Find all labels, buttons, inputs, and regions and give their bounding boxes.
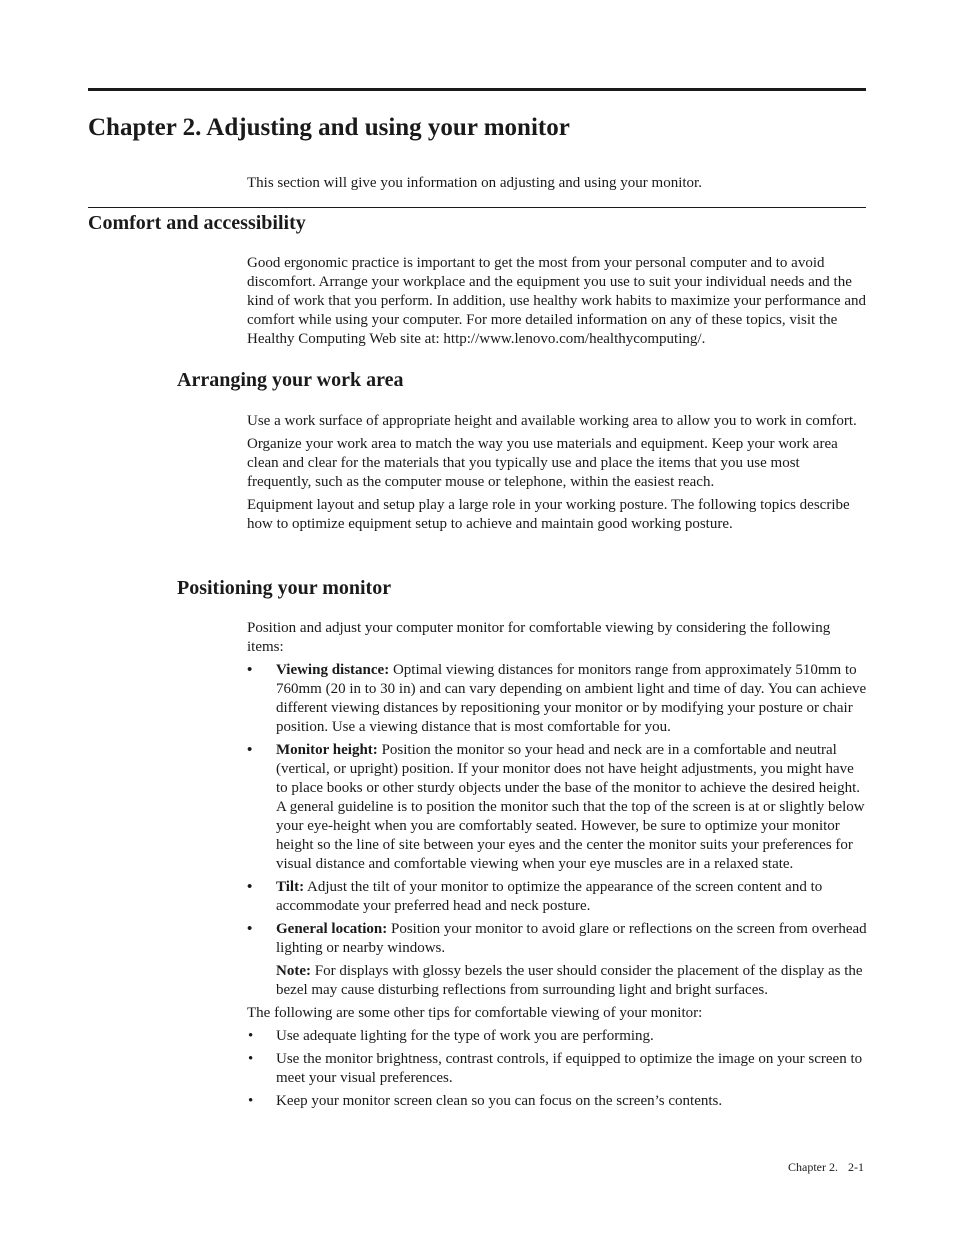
- chapter-title: Chapter 2. Adjusting and using your monitor: [88, 114, 570, 141]
- section-positioning: [247, 619, 867, 1115]
- section-comfort: [247, 254, 867, 353]
- item-text: Position your monitor to avoid glare or reflections on the screen from overhead lighting or nearby windows.: [276, 921, 867, 956]
- list-item-general-location: [247, 920, 867, 958]
- footer-chapter: Chapter 2.: [788, 1160, 838, 1174]
- tip-item: • Keep your monitor screen clean so you can focus on the screen’s contents.: [247, 1092, 867, 1111]
- item-term: Viewing distance:: [276, 662, 390, 678]
- tips-list: [247, 1027, 867, 1111]
- list-item-viewing-distance: [247, 661, 867, 737]
- item-text: Position the monitor so your head and neck are in a comfortable and neutral (vertical, or upright) position. If your monitor does not have height adjustments, you might have to place books or other sturdy objects under the base of the monitor to achieve the desired height. A general guideline is to position the monitor such that the top of the screen is at or slightly below your eye-height when you are comfortably seated. However, be sure to optimize your monitor height so the line of site between your eyes and the center the monitor suits your preferences for visual distance and comfortable viewing when your eye muscles are in a relaxed state.: [276, 742, 865, 872]
- item-text: Optimal viewing distances for monitors range from approximately 510mm to 760mm (20 in to 30 in) and can vary depending on ambient light and time of day. You can achieve different viewing distances by repositioning your monitor or by modifying your posture or chair position. Use a viewing distance that is most comfortable for you.: [276, 662, 867, 735]
- heading-comfort: Comfort and accessibility: [88, 212, 306, 234]
- tip-item: • Use adequate lighting for the type of work you are performing.: [247, 1027, 867, 1046]
- section-rule: [88, 207, 866, 208]
- positioning-list: [247, 661, 867, 958]
- section-work-area: [247, 412, 867, 538]
- page-footer: [788, 1159, 864, 1175]
- top-rule: [88, 88, 866, 91]
- item-term: Monitor height:: [276, 742, 378, 758]
- work-area-paragraph: Equipment layout and setup play a large role in your working posture. The following topics describe how to optimize equipment setup to achieve and maintain good working posture.: [247, 497, 850, 532]
- item-term: General location:: [276, 921, 388, 937]
- item-term: Tilt:: [276, 879, 305, 895]
- note-text: For displays with glossy bezels the user should consider the placement of the display as the bezel may cause disturbing reflections from surrounding light and bright surfaces.: [276, 963, 863, 998]
- work-area-paragraph: Use a work surface of appropriate height and available working area to allow you to work in comfort.: [247, 413, 857, 429]
- intro-text: This section will give you information on adjusting and using your monitor.: [247, 175, 702, 191]
- heading-work-area: Arranging your work area: [177, 369, 404, 391]
- tips-intro: The following are some other tips for comfortable viewing of your monitor:: [247, 1005, 703, 1021]
- heading-positioning: Positioning your monitor: [177, 577, 392, 599]
- list-item-monitor-height: [247, 741, 867, 874]
- item-text: Adjust the tilt of your monitor to optimize the appearance of the screen content and to accommodate your preferred head and neck posture.: [276, 879, 823, 914]
- positioning-intro: Position and adjust your computer monitor for comfortable viewing by considering the following items:: [247, 620, 831, 655]
- note-label: Note:: [276, 963, 311, 979]
- list-item-tilt: [247, 878, 867, 916]
- chapter-intro: [247, 174, 867, 197]
- comfort-body: Good ergonomic practice is important to get the most from your personal computer and to avoid discomfort. Arrange your workplace and the equipment you use to suit your individual needs and the kind of work that you perform. In addition, use healthy work habits to maximize your performance and comfort while using your computer. For more detailed information on any of these topics, visit the Healthy Computing Web site at: http://www.lenovo.com/healthycomputing/.: [247, 255, 866, 347]
- tip-item: • Use the monitor brightness, contrast controls, if equipped to optimize the image on your screen to meet your visual preferences.: [247, 1050, 867, 1088]
- page-number: 2-1: [848, 1160, 864, 1174]
- note: [247, 962, 867, 1000]
- work-area-paragraph: Organize your work area to match the way you use materials and equipment. Keep your work area clean and clear for the materials that you typically use and place the items that you use most frequently, such as the computer mouse or telephone, within the easiest reach.: [247, 436, 838, 490]
